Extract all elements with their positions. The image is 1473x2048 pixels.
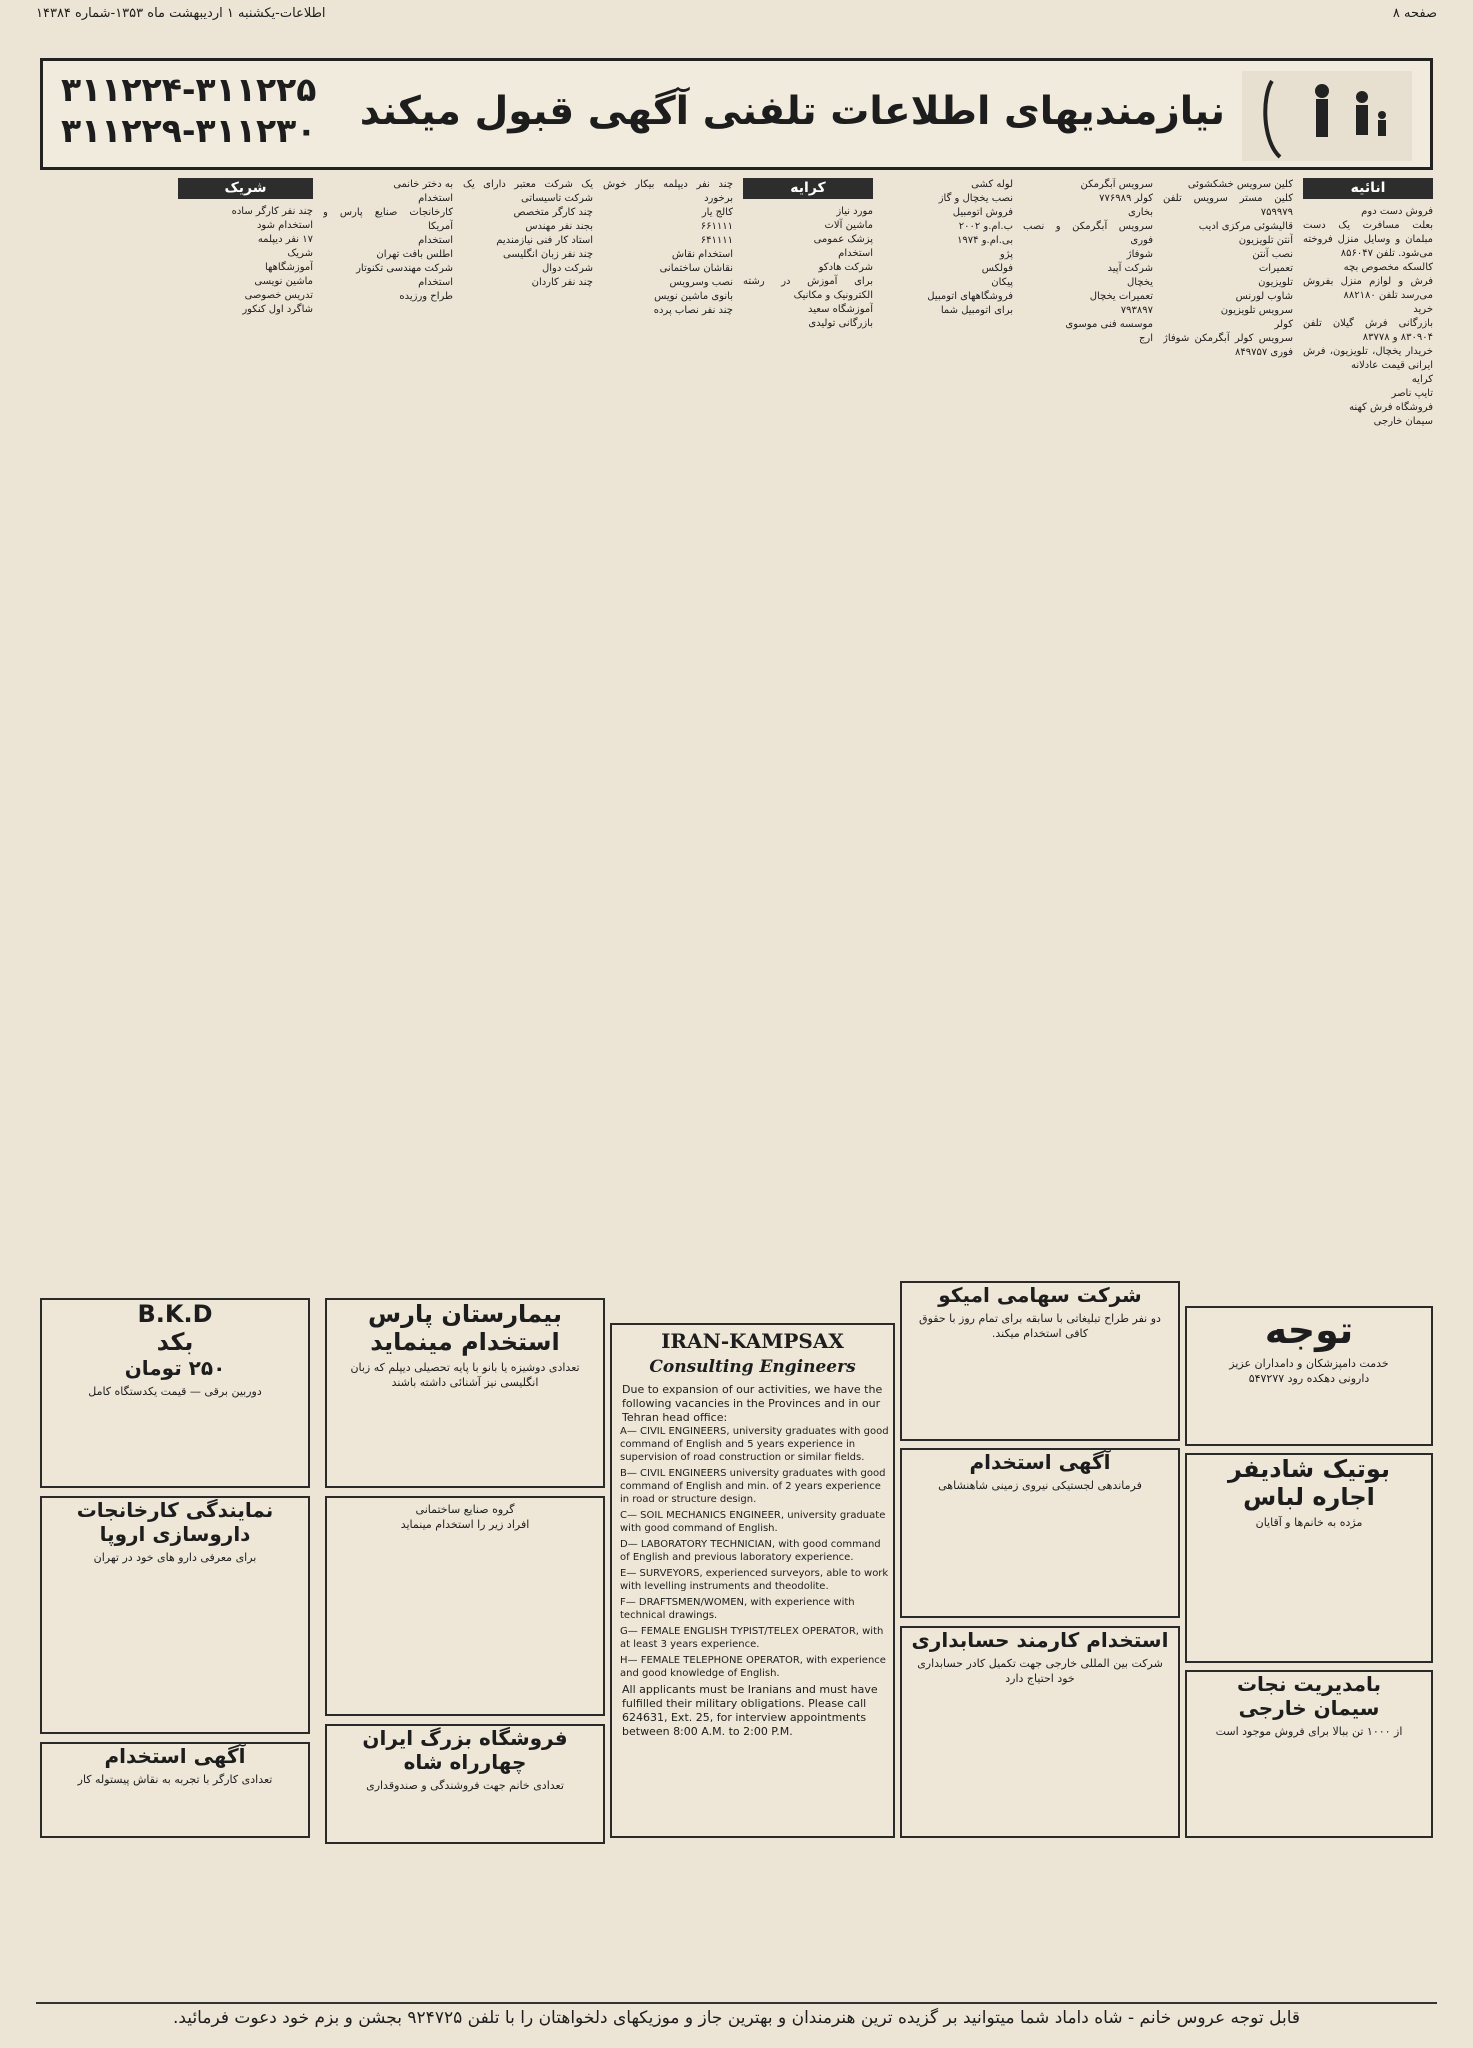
column-text: یک شرکت معتبر دارای یک شرکت تاسیساتی چند کارگر متخصص بجند نفر مهندس استاد کار فنی نیازمندیم چند نفر زبان انگلیسی شرکت دوال چند نفر کاردان	[463, 179, 593, 288]
pars-text: تعدادی دوشیزه یا بانو با پایه تحصیلی دیپلم که زبان انگلیسی نیز آشنائی داشته باشند	[350, 1361, 580, 1389]
column-text: سرویس آبگرمکن کولر ۷۷۶۹۸۹ بخاری سرویس آبگرمکن و نصب فوری شوفاژ شرکت آپید یخچال تعمیرات یخچال ۷۹۳۸۹۷ موسسه فنی موسوی ارج	[1023, 179, 1153, 344]
bkd-price: ۲۵۰ تومان	[124, 1356, 226, 1380]
column-text: کلین سرویس خشکشوئی کلین مستر سرویس تلفن ۷۵۹۹۷۹ قالیشوئی مرکزی ادیب آنتن تلویزیون نصب آنتن تعمیرات تلویزیون شاوب لورنس سرویس تلویزیون کولر سرویس کولر آبگرمکن شوفاژ فوری ۸۴۹۷۵۷	[1163, 179, 1293, 358]
bkd-text: دوربین برقی — قیمت یکدستگاه کامل	[88, 1385, 262, 1398]
druglab-title: نمایندگی کارخانجات داروسازی اروپا	[76, 1498, 274, 1546]
boutique-title: بوتیک شادیفر اجاره لباس	[1228, 1455, 1390, 1511]
ad-boutique	[1185, 1453, 1433, 1663]
ad-shop	[325, 1724, 605, 1844]
column-text: لوله کشی نصب یخچال و گاز فروش اتومبیل ب.ام.و ۲۰۰۲ بی.ام.و ۱۹۷۴ پژو فولکس پیکان فروشگاههای اتومبیل برای اتومبیل شما	[927, 179, 1013, 316]
column-text: چند نفر دیپلمه بیکار خوش برخورد کالج یار ۶۶۱۱۱۱ ۶۴۱۱۱۱ استخدام نقاش نقاشان ساختمانی نصب وسرویس بانوی ماشین نویس چند نفر نصاب پرده	[603, 179, 733, 316]
accounting-text: شرکت بین المللی خارجی جهت تکمیل کادر حسابداری خود احتیاج دارد	[917, 1657, 1163, 1685]
page-header	[36, 6, 1437, 28]
attention-text: خدمت دامپزشکان و دامداران عزیز دارونی دهکده رود ۵۴۷۲۷۷	[1229, 1357, 1389, 1385]
column-text: به دختر خانمی استخدام کارخانجات صنایع پارس و آمریکا استخدام اطلس بافت تهران شرکت مهندسی تکنوتار استخدام طراح ورزیده	[323, 179, 453, 302]
family-illustration	[1242, 71, 1412, 161]
classifieds-content	[40, 178, 1433, 1841]
kampsax-intro: Due to expansion of our activities, we have the following vacancies in the Provinces and in our Tehran head office:	[622, 1383, 883, 1424]
employment-text: تعدادی کارگر با تجربه به نقاش پیستوله کار	[77, 1773, 273, 1786]
kampsax-list	[612, 1425, 893, 1680]
column-text: مورد نیاز ماشین آلات پزشک عمومی استخدام شرکت هادکو برای آموزش در رشته الکترونیک و مکانیک آموزشگاه سعید بازرگانی تولیدی	[743, 206, 873, 329]
druglab-text: برای معرفی دارو های خود در تهران	[93, 1551, 257, 1564]
column-text: فروش دست دوم بعلت مسافرت یک دست مبلمان و وسایل منزل فروخته می‌شود. تلفن ۸۵۶۰۴۷ کالسکه مخصوص بچه فرش و لوازم منزل بفروش می‌رسد تلفن ۸۸۲۱۸۰ خرید بازرگانی فرش گیلان تلفن ۸۳۰۹۰۴ و ۸۳۷۷۸ خریدار یخچال، تلویزیون، فرش ایرانی قیمت عادلانه کرایه تایپ ناصر فروشگاه فرش کهنه سیمان خارجی	[1303, 206, 1433, 427]
kampsax-item: A— CIVIL ENGINEERS, university graduates with good command of English and 5 years experience in supervision of road construction or similar fields.	[620, 1426, 889, 1463]
ad-bkd	[40, 1298, 310, 1488]
industries-text: گروه صنایع ساختمانی افراد زیر را استخدام مینماید	[400, 1503, 530, 1531]
army-title: آگهی استخدام	[969, 1450, 1111, 1474]
amico-title: شرکت سهامی امیکو	[938, 1283, 1142, 1307]
ad-iran-kampsax	[610, 1323, 895, 1838]
cement-text: از ۱۰۰۰ تن ببالا برای فروش موجود است	[1215, 1725, 1403, 1738]
ad-employment	[40, 1742, 310, 1838]
bkd-brand: B.K.D بکد	[137, 1300, 213, 1356]
shop-text: تعدادی خانم جهت فروشندگی و صندوقداری	[366, 1779, 564, 1792]
ad-cement	[1185, 1670, 1433, 1838]
kampsax-item: H— FEMALE TELEPHONE OPERATOR, with experience and good knowledge of English.	[620, 1655, 886, 1679]
cement-sub: سیمان خارجی	[1238, 1696, 1380, 1720]
classifieds-banner	[40, 58, 1433, 170]
column-header: کرایه	[743, 178, 873, 199]
column-header: شریک	[178, 178, 313, 199]
ad-accounting	[900, 1626, 1180, 1838]
ad-industries	[325, 1496, 605, 1716]
ad-amico	[900, 1281, 1180, 1441]
accounting-title: استخدام کارمند حسابداری	[911, 1628, 1169, 1652]
army-text: فرماندهی لجستیکی نیروی زمینی شاهنشاهی	[938, 1479, 1142, 1492]
kampsax-title: IRAN-KAMPSAX	[661, 1329, 844, 1353]
ad-pars-hospital	[325, 1298, 605, 1488]
kampsax-item: E— SURVEYORS, experienced surveyors, able to work with levelling instruments and theodolite.	[620, 1568, 889, 1592]
footer-ad: قابل توجه عروس خانم - شاه داماد شما میتوانید بر گزیده ترین هنرمندان و بهترین جاز و موزیکهای دلخواهتان را با تلفن ۹۲۴۷۲۵ بجشن و بزم خود دعوت فرمائید.	[36, 2002, 1437, 2028]
column-header: انائیه	[1303, 178, 1433, 199]
page-number: صفحه ۸	[1392, 6, 1437, 21]
kampsax-subtitle: Consulting Engineers	[649, 1357, 856, 1377]
column-text: چند نفر کارگر ساده استخدام شود ۱۷ نفر دیپلمه شریک آموزشگاهها ماشین نویسی تدریس خصوصی شاگرد اول کنکور	[231, 206, 313, 315]
ad-druglab	[40, 1496, 310, 1734]
issue-line: اطلاعات-یکشنبه ۱ اردیبهشت ماه ۱۳۵۳-شماره ۱۴۳۸۴	[36, 6, 326, 21]
kampsax-item: C— SOIL MECHANICS ENGINEER, university graduate with good command of English.	[620, 1510, 886, 1534]
shop-title: فروشگاه بزرگ ایران چهارراه شاه	[362, 1726, 568, 1774]
kampsax-item: B— CIVIL ENGINEERS university graduates with good command of English and min. of 2 years experience in road or structure design.	[620, 1468, 886, 1505]
kampsax-item: D— LABORATORY TECHNICIAN, with good command of English and previous laboratory experience.	[620, 1539, 881, 1563]
banner-title: نیازمندیهای اطلاعات تلفنی آگهی قبول میکند	[359, 89, 1225, 134]
boutique-text: مژده به خانم‌ها و آقایان	[1255, 1516, 1363, 1529]
ad-attention	[1185, 1306, 1433, 1446]
pars-title: بیمارستان پارس استخدام مینماید	[368, 1300, 562, 1356]
kampsax-item: F— DRAFTSMEN/WOMEN, with experience with technical drawings.	[620, 1597, 855, 1621]
amico-text: دو نفر طراح تبلیغاتی با سابقه برای تمام روز با حقوق کافی استخدام میکند.	[919, 1312, 1161, 1340]
banner-phone-numbers: ۳۱۱۲۲۴-۳۱۱۲۲۵ ۳۱۱۲۲۹-۳۱۱۲۳۰	[61, 70, 317, 150]
attention-title: توجه	[1264, 1308, 1354, 1352]
ad-army-employment	[900, 1448, 1180, 1618]
employment-title: آگهی استخدام	[104, 1744, 246, 1768]
cement-title: بامدیریت نجات	[1236, 1672, 1382, 1696]
kampsax-note: All applicants must be Iranians and must have fulfilled their military obligations. Please call 624631, Ext. 25, for interview appointments between 8:00 A.M. to 2:00 P.M.	[622, 1683, 878, 1738]
kampsax-item: G— FEMALE ENGLISH TYPIST/TELEX OPERATOR, with at least 3 years experience.	[620, 1626, 884, 1650]
